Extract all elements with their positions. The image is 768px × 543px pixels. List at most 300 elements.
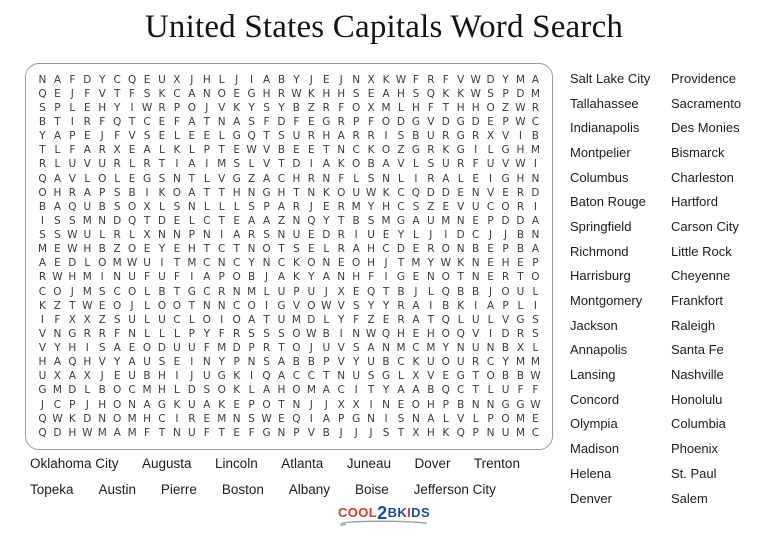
grid-letter: H (367, 243, 376, 256)
grid-letter: S (412, 87, 420, 100)
grid-letter: H (158, 384, 166, 397)
grid-letter: X (412, 370, 420, 383)
grid-letter: J (309, 73, 313, 86)
grid-letter: R (113, 229, 121, 241)
grid-letter: F (144, 271, 151, 284)
grid-letter: E (472, 172, 479, 185)
grid-row (35, 357, 543, 368)
grid-letter: J (354, 426, 358, 439)
grid-letter: A (531, 73, 539, 86)
grid-letter: P (218, 271, 225, 284)
grid-letter: X (412, 426, 420, 439)
grid-letter: T (323, 370, 330, 383)
word-item: Albany (288, 482, 331, 497)
grid-letter: S (293, 243, 300, 256)
grid-letter: N (53, 327, 62, 340)
grid-letter: C (113, 73, 121, 86)
grid-letter: J (190, 73, 194, 86)
grid-letter: E (233, 398, 240, 411)
grid-letter: O (381, 116, 391, 128)
grid-letter: A (397, 384, 405, 397)
grid-letter: M (97, 426, 107, 439)
grid-letter: I (264, 299, 269, 312)
grid-letter: R (158, 101, 166, 114)
grid-letter: Z (53, 299, 61, 312)
grid-letter: D (531, 186, 540, 199)
grid-letter: L (99, 229, 106, 241)
grid-letter: R (516, 186, 525, 199)
grid-letter: N (202, 87, 211, 100)
grid-letter: E (54, 87, 61, 100)
grid-letter: D (426, 186, 435, 199)
grid-letter: E (113, 370, 121, 383)
grid-letter: D (232, 342, 241, 354)
word-item: Pierre (160, 482, 197, 497)
grid-letter: V (38, 342, 47, 354)
grid-letter: I (205, 158, 209, 171)
grid-letter: C (457, 384, 465, 397)
grid-letter: P (472, 426, 479, 439)
grid-letter: U (471, 342, 480, 354)
grid-row (35, 117, 543, 128)
grid-letter: S (203, 384, 211, 397)
grid-letter: Y (39, 130, 46, 143)
grid-letter: E (203, 130, 211, 143)
grid-letter: R (427, 243, 435, 256)
grid-letter: E (322, 73, 330, 86)
grid-letter: D (277, 116, 286, 128)
grid-letter: I (474, 144, 478, 157)
grid-letter: U (143, 356, 151, 369)
grid-letter: E (158, 116, 166, 128)
grid-letter: L (398, 172, 404, 185)
grid-letter: E (308, 144, 315, 157)
grid-letter: R (247, 229, 256, 241)
grid-letter: X (83, 313, 91, 326)
grid-letter: H (158, 370, 166, 383)
word-item: Salt Lake City (570, 70, 651, 86)
grid-letter: P (352, 116, 360, 128)
grid-letter: N (172, 426, 181, 439)
grid-letter: K (337, 158, 345, 171)
grid-letter: I (354, 229, 358, 241)
grid-letter: C (38, 285, 47, 298)
grid-letter: S (532, 327, 539, 340)
grid-letter: S (158, 356, 166, 369)
grid-letter: I (250, 73, 254, 86)
grid-letter: Y (308, 271, 315, 284)
grid-letter: M (530, 356, 540, 369)
grid-letter: B (128, 186, 136, 199)
grid-letter: N (367, 412, 376, 425)
grid-letter: V (501, 313, 510, 326)
logo-text-cool: COOL (337, 505, 378, 520)
grid-letter: D (53, 426, 62, 439)
grid-letter: Y (338, 313, 345, 326)
grid-letter: C (531, 426, 540, 439)
grid-letter: M (381, 214, 391, 227)
grid-letter: H (98, 101, 107, 114)
grid-letter: A (53, 200, 61, 213)
grid-letter: U (441, 158, 450, 171)
grid-letter: F (338, 172, 345, 185)
grid-letter: W (440, 257, 451, 270)
grid-letter: O (337, 186, 346, 199)
grid-letter: W (395, 73, 407, 86)
grid-letter: X (516, 342, 525, 354)
grid-letter: N (337, 144, 346, 157)
grid-letter: U (456, 356, 465, 369)
grid-letter: L (173, 130, 180, 143)
grid-letter: N (217, 257, 226, 270)
grid-letter: S (248, 327, 255, 340)
word-item: Cheyenne (671, 268, 731, 284)
grid-letter: Y (113, 356, 121, 369)
grid-letter: E (233, 144, 240, 157)
grid-letter: E (322, 200, 330, 213)
grid-letter: K (158, 186, 166, 199)
grid-letter: N (352, 73, 361, 86)
grid-letter: N (531, 172, 540, 185)
grid-letter: Z (113, 243, 121, 256)
grid-letter: L (442, 412, 449, 425)
grid-letter: I (85, 342, 89, 354)
grid-letter: S (532, 313, 539, 326)
grid-letter: G (232, 172, 241, 185)
grid-letter: F (368, 116, 375, 128)
grid-letter: Z (98, 313, 106, 326)
grid-letter: Z (247, 172, 256, 185)
grid-letter: L (323, 243, 330, 256)
grid-letter: K (292, 271, 300, 284)
grid-letter: O (217, 384, 226, 397)
grid-letter: N (382, 172, 390, 185)
grid-letter: L (159, 200, 165, 213)
grid-letter: M (217, 342, 227, 354)
grid-letter: E (442, 370, 450, 383)
grid-letter: H (68, 426, 77, 439)
grid-letter: T (278, 398, 285, 411)
grid-letter: R (352, 130, 360, 143)
grid-letter: B (38, 200, 47, 213)
grid-letter: P (502, 299, 509, 312)
grid-letter: F (114, 327, 121, 340)
grid-letter: V (337, 356, 345, 369)
grid-row (35, 103, 543, 114)
grid-letter: B (457, 398, 465, 411)
grid-letter: H (426, 398, 435, 411)
grid-letter: O (98, 172, 107, 185)
grid-letter: F (203, 342, 210, 354)
grid-letter: A (487, 299, 495, 312)
grid-letter: R (83, 327, 91, 340)
grid-letter: L (412, 229, 419, 241)
grid-letter: B (307, 356, 315, 369)
grid-letter: K (68, 412, 76, 425)
grid-letter: H (38, 356, 47, 369)
grid-letter: X (486, 130, 495, 143)
grid-letter: P (502, 87, 509, 100)
grid-letter: C (412, 342, 420, 354)
grid-letter: L (54, 158, 61, 171)
grid-letter: K (233, 384, 241, 397)
grid-letter: B (397, 285, 405, 298)
grid-letter: L (323, 313, 330, 326)
grid-letter: B (457, 285, 465, 298)
grid-letter: P (293, 426, 300, 439)
grid-letter: T (218, 214, 225, 227)
word-item: Richmond (570, 243, 629, 259)
grid-letter: Q (262, 370, 271, 383)
grid-letter: S (367, 172, 375, 185)
grid-letter: T (472, 370, 479, 383)
grid-letter: N (486, 426, 495, 439)
word-list-column-2 (671, 66, 741, 510)
grid-letter: D (456, 229, 465, 241)
puzzle-grid (25, 63, 553, 450)
grid-letter: J (205, 101, 209, 114)
grid-letter: G (456, 144, 465, 157)
grid-letter: G (516, 398, 525, 411)
grid-letter: G (501, 398, 510, 411)
grid-letter: T (54, 116, 61, 128)
grid-letter: V (292, 299, 300, 312)
grid-letter: S (382, 426, 390, 439)
grid-letter: L (457, 313, 464, 326)
grid-letter: R (277, 87, 286, 100)
grid-letter: A (322, 384, 330, 397)
grid-letter: J (70, 285, 74, 298)
grid-letter: Z (427, 200, 435, 213)
grid-letter: O (352, 158, 361, 171)
grid-letter: U (427, 214, 435, 227)
grid-letter: T (188, 172, 196, 185)
grid-letter: F (54, 313, 61, 326)
grid-letter: M (515, 412, 525, 425)
grid-letter: D (83, 73, 92, 86)
grid-letter: L (487, 384, 494, 397)
grid-letter: B (158, 285, 166, 298)
grid-letter: R (501, 271, 510, 284)
grid-letter: J (264, 271, 269, 284)
grid-letter: N (337, 370, 346, 383)
grid-letter: Y (158, 243, 166, 256)
grid-letter: E (158, 130, 166, 143)
grid-letter: J (70, 87, 74, 100)
grid-letter: C (232, 299, 241, 312)
logo-text-bk: BK (387, 505, 408, 520)
grid-letter: I (474, 299, 478, 312)
grid-letter: A (262, 214, 271, 227)
grid-letter: C (352, 144, 360, 157)
word-item: Lincoln (214, 456, 258, 471)
grid-letter: S (412, 200, 420, 213)
grid-letter: Q (38, 412, 47, 425)
grid-letter: H (277, 186, 286, 199)
grid-letter: U (367, 229, 375, 241)
grid-letter: Q (411, 186, 421, 199)
grid-row (35, 371, 543, 382)
word-item: Nashville (671, 367, 724, 383)
grid-letter: C (143, 116, 151, 128)
grid-letter: G (456, 116, 465, 128)
grid-letter: V (501, 130, 510, 143)
grid-letter: F (69, 144, 76, 157)
word-item: Denver (570, 490, 612, 506)
grid-letter: L (173, 327, 180, 340)
grid-letter: N (262, 257, 271, 270)
grid-letter: Q (68, 200, 77, 213)
word-item: Montpelier (570, 144, 631, 160)
grid-letter: E (412, 243, 420, 256)
grid-letter: X (367, 101, 375, 114)
logo-text-ds: DS (411, 505, 431, 520)
grid-letter: N (471, 186, 480, 199)
grid-letter: N (113, 271, 122, 284)
grid-letter: S (352, 342, 360, 354)
grid-letter: L (188, 214, 195, 227)
grid-letter: W (515, 101, 526, 114)
grid-letter: G (217, 370, 226, 383)
grid-letter: K (457, 257, 465, 270)
grid-letter: A (322, 158, 330, 171)
grid-letter: C (382, 243, 390, 256)
grid-letter: T (218, 186, 225, 199)
grid-letter: J (190, 370, 194, 383)
grid-letter: G (381, 370, 391, 383)
grid-letter: C (531, 116, 540, 128)
grid-letter: L (353, 172, 360, 185)
grid-letter: D (501, 214, 510, 227)
word-item: Boston (221, 482, 264, 497)
grid-letter: R (218, 285, 226, 298)
grid-letter: A (427, 412, 435, 425)
grid-letter: G (456, 370, 465, 383)
grid-letter: I (130, 101, 134, 114)
grid-letter: E (382, 229, 390, 241)
grid-letter: T (263, 130, 270, 143)
grid-letter: Z (397, 144, 405, 157)
grid-letter: H (426, 426, 435, 439)
grid-row (35, 159, 543, 170)
grid-letter: R (307, 172, 315, 185)
grid-letter: N (98, 214, 107, 227)
grid-letter: A (382, 87, 390, 100)
grid-letter: W (515, 158, 526, 171)
grid-letter: P (487, 214, 494, 227)
grid-letter: O (501, 285, 510, 298)
grid-letter: G (247, 87, 256, 100)
grid-letter: P (173, 101, 181, 114)
grid-letter: O (113, 299, 122, 312)
grid-letter: D (486, 73, 495, 86)
grid-letter: E (233, 87, 240, 100)
grid-letter: L (248, 384, 255, 397)
grid-letter: T (218, 144, 225, 157)
grid-letter: M (82, 271, 92, 284)
grid-letter: K (457, 87, 465, 100)
grid-row (35, 428, 543, 439)
grid-letter: P (293, 285, 300, 298)
grid-letter: S (69, 214, 76, 227)
grid-letter: F (338, 101, 345, 114)
grid-letter: Q (38, 426, 47, 439)
grid-letter: F (69, 73, 76, 86)
word-item: Trenton (473, 456, 520, 471)
grid-letter: P (188, 229, 196, 241)
grid-letter: S (143, 87, 151, 100)
grid-letter: I (339, 327, 343, 340)
grid-letter: K (39, 299, 46, 312)
grid-letter: F (293, 116, 300, 128)
grid-letter: W (82, 299, 93, 312)
grid-letter: G (157, 398, 167, 411)
grid-letter: Q (366, 285, 376, 298)
grid-letter: L (532, 285, 539, 298)
grid-letter: F (368, 271, 375, 284)
grid-row (35, 174, 543, 185)
grid-letter: O (217, 87, 226, 100)
grid-letter: C (486, 356, 495, 369)
grid-letter: N (128, 327, 137, 340)
grid-letter: A (53, 73, 61, 86)
grid-letter: D (68, 384, 77, 397)
grid-row (35, 75, 543, 86)
grid-letter: Y (502, 73, 509, 86)
grid-letter: N (202, 229, 211, 241)
grid-letter: U (188, 342, 196, 354)
grid-letter: H (187, 243, 196, 256)
grid-letter: C (277, 257, 286, 270)
grid-letter: A (352, 243, 360, 256)
grid-letter: N (322, 172, 331, 185)
grid-letter: V (337, 299, 345, 312)
grid-letter: O (172, 186, 182, 199)
grid-row (35, 230, 543, 241)
grid-letter: W (530, 370, 541, 383)
word-item: Little Rock (671, 243, 732, 259)
grid-letter: Q (381, 327, 391, 340)
grid-letter: W (321, 299, 332, 312)
grid-letter: U (83, 229, 92, 241)
grid-letter: G (456, 130, 465, 143)
grid-letter: L (129, 229, 136, 241)
grid-letter: D (516, 87, 525, 100)
word-item: St. Paul (671, 465, 717, 481)
word-item: Santa Fe (671, 342, 724, 358)
grid-letter: P (233, 356, 240, 369)
grid-letter: G (411, 144, 420, 157)
grid-letter: I (220, 229, 224, 241)
grid-letter: J (309, 398, 313, 411)
grid-letter: I (175, 158, 179, 171)
grid-letter: E (352, 285, 360, 298)
grid-letter: E (367, 87, 375, 100)
grid-letter: H (232, 186, 241, 199)
grid-letter: A (337, 130, 345, 143)
grid-letter: O (127, 285, 137, 298)
grid-letter: H (262, 87, 271, 100)
grid-letter: V (472, 327, 480, 340)
grid-letter: E (173, 243, 181, 256)
grid-letter: P (442, 398, 449, 411)
word-item: Helena (570, 465, 612, 481)
grid-letter: Y (323, 214, 330, 227)
grid-letter: K (233, 370, 241, 383)
grid-letter: G (38, 384, 47, 397)
grid-letter: A (412, 384, 420, 397)
grid-letter: C (203, 257, 211, 270)
